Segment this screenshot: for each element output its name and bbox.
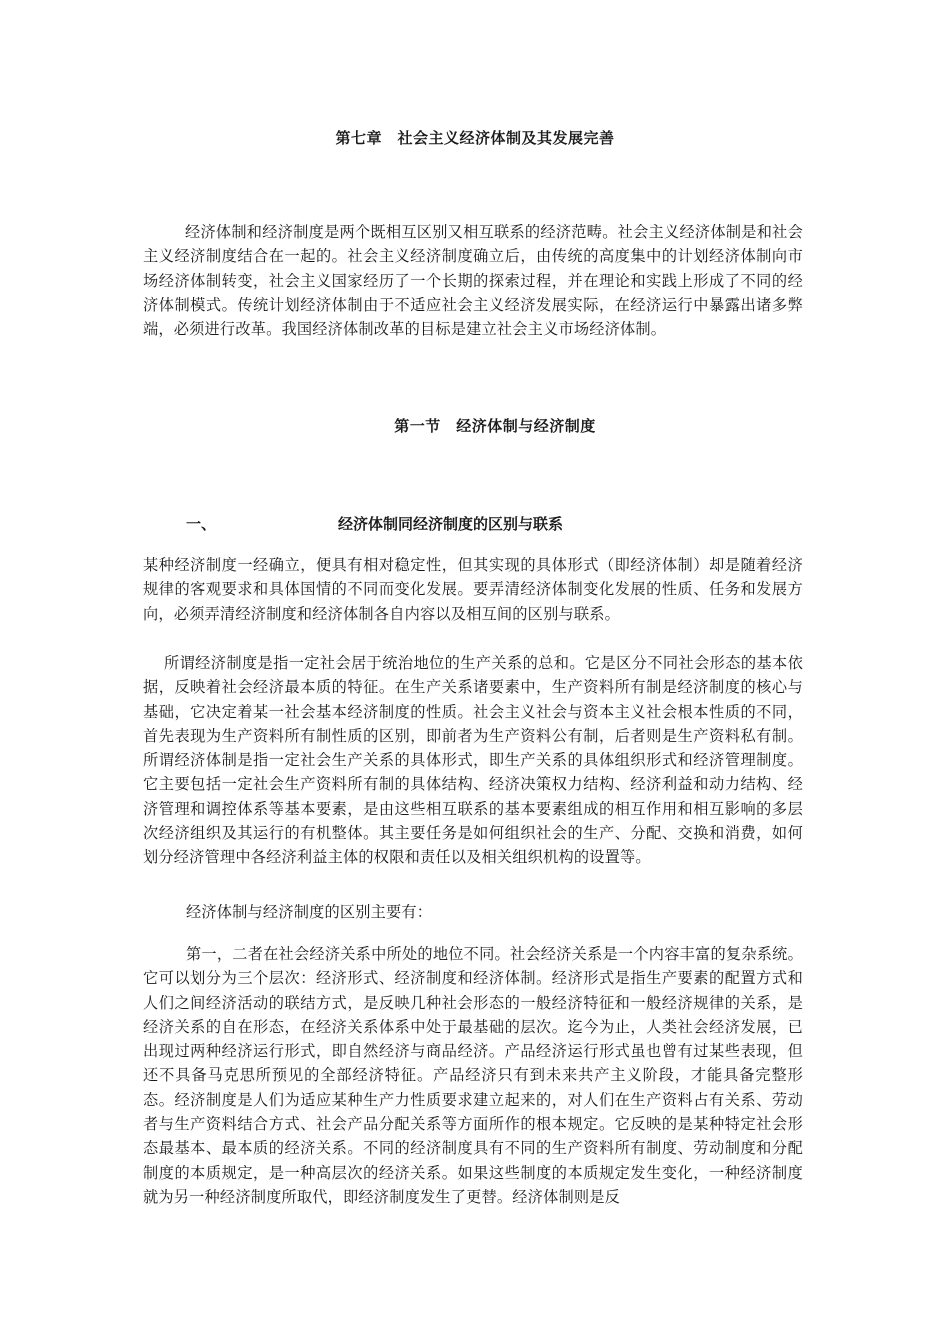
paragraph-4: 第一，二者在社会经济关系中所处的地位不同。社会经济关系是一个内容丰富的复杂系统。它可以划分为三个层次：经济形式、经济制度和经济体制。经济形式是指生产要素的配置方式和人们之间经济活动的联结方式，是反映几种社会形态的一般经济特征和一般经济规律的关系，是经济关系的自在形态，在经济关系体系中处于最基础的层次。迄今为止，人类社会经济发展，已出现过两种经济运行形式，即自然经济与商品经济。产品经济运行形式虽也曾有过某些表现，但还不具备马克思所预见的全部经济特征。产品经济只有到未来共产主义阶段，才能具备完整形态。经济制度是人们为适应某种生产力性质要求建立起来的，对人们在生产资料占有关系、劳动者与生产资料结合方式、社会产品分配关系等方面所作的根本规定。它反映的是某种特定社会形态最基本、最本质的经济关系。不同的经济制度具有不同的生产资料所有制度、劳动制度和分配制度的本质规定，是一种高层次的经济关系。如果这些制度的本质规定发生变化，一种经济制度就为另一种经济制度所取代，即经济制度发生了更替。经济体制则是反	[143, 945, 803, 1206]
section-title: 第一节 经济体制与经济制度	[394, 417, 596, 435]
subsection-title: 经济体制同经济制度的区别与联系	[338, 515, 564, 533]
paragraph-3: 经济体制与经济制度的区别主要有：	[186, 903, 433, 921]
chapter-title: 第七章 社会主义经济体制及其发展完善	[335, 129, 615, 147]
paragraph-1: 某种经济制度一经确立，便具有相对稳定性，但其实现的具体形式（即经济体制）却是随着经济规律的客观要求和具体国情的不同而变化发展。要弄清经济体制变化发展的性质、任务和发展方向，必须弄清经济制度和经济体制各自内容以及相互间的区别与联系。	[143, 556, 803, 623]
intro-paragraph: 经济体制和经济制度是两个既相互区别又相互联系的经济范畴。社会主义经济体制是和社会主义经济制度结合在一起的。社会主义经济制度确立后，由传统的高度集中的计划经济体制向市场经济体制转变，社会主义国家经历了一个长期的探索过程，并在理论和实践上形成了不同的经济体制模式。传统计划经济体制由于不适应社会主义经济发展实际，在经济运行中暴露出诸多弊端，必须进行改革。我国经济体制改革的目标是建立社会主义市场经济体制。	[143, 223, 803, 339]
paragraph-2: 所谓经济制度是指一定社会居于统治地位的生产关系的总和。它是区分不同社会形态的基本依据，反映着社会经济最本质的特征。在生产关系诸要素中，生产资料所有制是经济制度的核心与基础，它决定着某一社会基本经济制度的性质。社会主义社会与资本主义社会根本性质的不同，首先表现为生产资料所有制性质的区别，即前者为生产资料公有制，后者则是生产资料私有制。所谓经济体制是指一定社会生产关系的具体形式，即生产关系的具体组织形式和经济管理制度。它主要包括一定社会生产资料所有制的具体结构、经济决策权力结构、经济利益和动力结构、经济管理和调控体系等基本要素，是由这些相互联系的基本要素组成的相互作用和相互影响的多层次经济组织及其运行的有机整体。其主要任务是如何组织社会的生产、分配、交换和消费，如何划分经济管理中各经济利益主体的权限和责任以及相关组织机构的设置等。	[143, 654, 803, 867]
subsection-number: 一、	[186, 515, 217, 533]
